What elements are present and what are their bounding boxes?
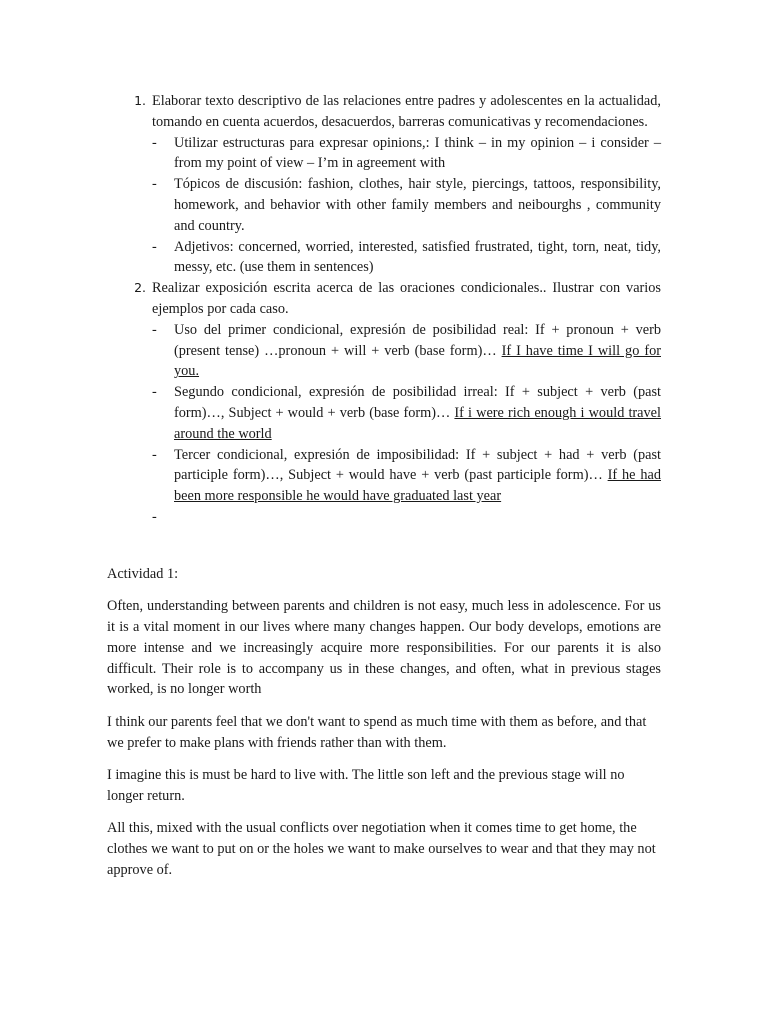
numbered-task-list [128,91,661,528]
task-1-sub-item [128,133,661,175]
task-2-sub-item [128,445,661,507]
sub-item-text: Adjetivos: concerned, worried, interested, satisfied frustrated, tight, torn, neat, tidy, messy, etc. (use them in sentences) [174,238,661,276]
sub-item-text [174,445,661,507]
task-1-sub-item [128,237,661,279]
rule-text: Tercer condicional, expresión de imposibilidad: If + subject + had + verb (past participle form)…, Subject + would have + verb (past participle form)… [174,446,661,484]
activity-heading: Actividad 1: [107,566,179,582]
dash-bullet: - [152,508,157,525]
dash-bullet: - [152,134,157,151]
paragraph: I imagine this is must be hard to live with. The little son left and the previous stage will no longer return. [107,766,625,804]
task-number: 2. [134,280,146,296]
paragraph: Often, understanding between parents and children is not easy, much less in adolescence. For us it is a vital moment in our lives where many changes happen. Our body develops, emotions are more intense and we increasingly acquire more responsibilities. For our parents it is also difficult. Their role is to accompany us in these changes, and often, what in previous stages worked, is no longer worth [107,598,661,698]
task-2-sub-item [128,382,661,444]
paragraph: All this, mixed with the usual conflicts over negotiation when it comes time to get home, the clothes we want to put on or the holes we want to make ourselves to wear and that they may not approve of. [107,819,656,878]
task-number: 1. [134,93,146,108]
rule-text: Uso del primer condicional, expresión de posibilidad real: If + pronoun + verb (present tense) …pronoun + will + verb (base form)… [174,321,661,359]
dash-bullet: - [152,238,157,255]
dash-bullet: - [152,176,157,193]
dash-bullet: - [152,321,157,338]
paragraph: I think our parents feel that we don't want to spend as much time with them as before, and that we prefer to make plans with friends rather than with them. [107,713,647,751]
activity-section [107,564,661,892]
task-1-sub-item [128,174,661,236]
sub-item-text [174,320,661,382]
task-text: Elaborar texto descriptivo de las relaciones entre padres y adolescentes en la actualidad, tomando en cuenta acuerdos, desacuerdos, barreras comunicativas y recomendaciones. [152,93,661,130]
example-sentence: If he had been more responsible he would have graduated last year [174,467,661,505]
dash-bullet: - [152,384,157,401]
rule-text: Segundo condicional, expresión de posibilidad irreal: If + subject + verb (past form)…, Subject + would + verb (base form)… [174,384,661,421]
task-item-1 [128,91,661,133]
example-sentence: If i were rich enough i would travel around the world [174,404,661,442]
dash-bullet: - [152,446,157,463]
task-2-sub-item [128,320,661,382]
task-text: Realizar exposición escrita acerca de las oraciones condicionales.. Ilustrar con varios ejemplos por cada caso. [152,280,661,317]
sub-item-text: Utilizar estructuras para expresar opinions,: I think – in my opinion – i consider – from my point of view – I’m in agreement with [174,134,661,172]
sub-item-text: Tópicos de discusión: fashion, clothes, hair style, piercings, tattoos, responsibility, homework, and behavior with other family members and neibourghs , community and country. [174,176,661,234]
task-item-2 [128,278,661,320]
empty-sub-item [128,507,661,528]
sub-item-text [174,382,661,444]
example-sentence: If I have time I will go for you. [174,342,661,380]
